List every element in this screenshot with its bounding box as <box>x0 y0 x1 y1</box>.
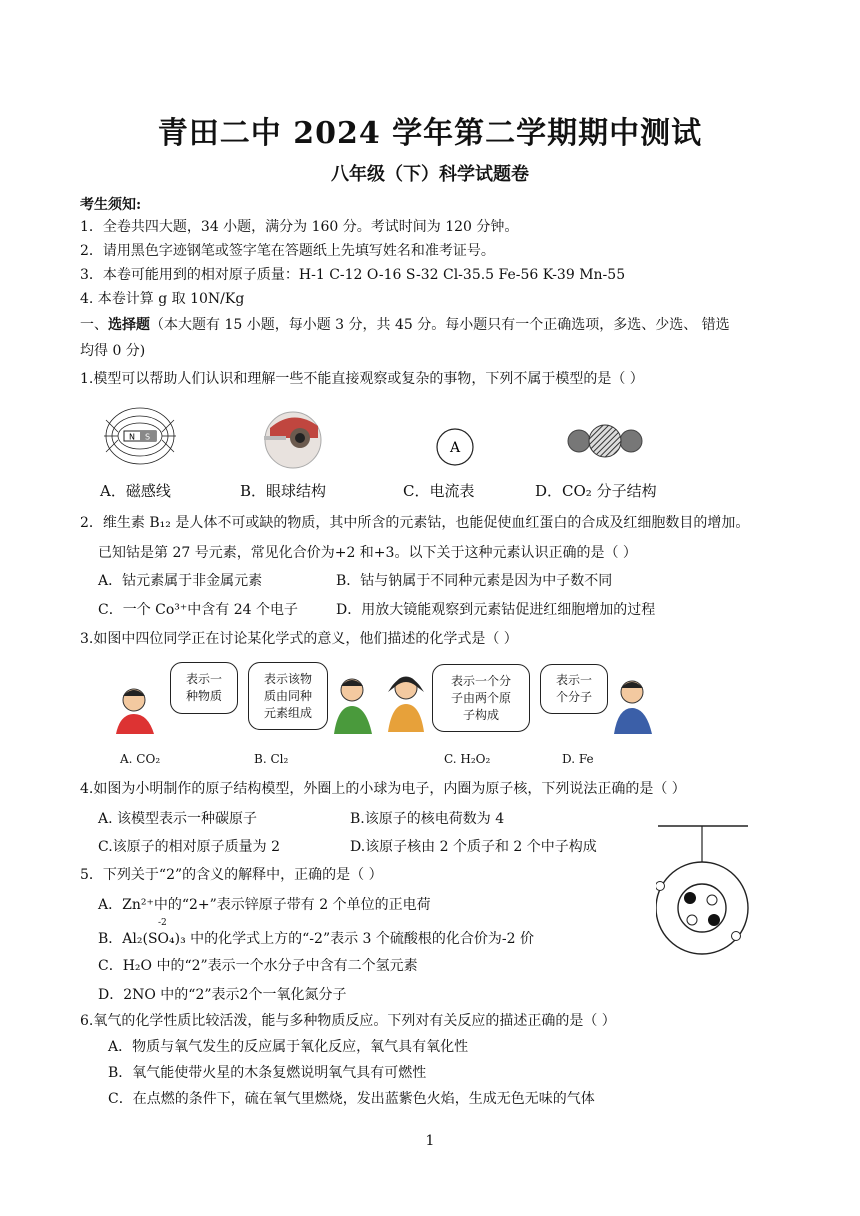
student-3-figure <box>382 672 430 732</box>
q6-stem: 6.氧气的化学性质比较活泼，能与多种物质反应。下列对有关反应的描述正确的是（ ） <box>80 1013 616 1029</box>
q1-option-b: B．眼球结构 <box>240 482 327 500</box>
section-heading <box>80 316 730 334</box>
q1-option-c: C．电流表 <box>403 482 475 500</box>
co2-molecule-figure <box>566 422 644 460</box>
q5-option-b: B．Al₂(SO₄)₃ 中的化学式上方的“-2”表示 3 个硫酸根的化合价为-2 价 <box>98 931 535 947</box>
q3-bubble-1 <box>170 662 238 714</box>
section-desc-line2: 均得 0 分) <box>80 343 146 359</box>
q2-line1: 2．维生素 B₁₂ 是人体不可或缺的物质，其中所含的元素钴，也能促使血红蛋白的合成及红细胞数目的增加。 <box>80 515 750 531</box>
notice-item-1: 1．全卷共四大题，34 小题，满分为 160 分。考试时间为 120 分钟。 <box>80 219 519 235</box>
student-2-figure <box>330 674 376 734</box>
section-name: 选择题 <box>108 317 150 333</box>
q3-bubble-1-text: 表示一 种物质 <box>185 672 222 703</box>
q3-bubble-2-text: 表示该物 质由同种 元素组成 <box>263 671 312 720</box>
q5-option-c: C．H₂O 中的“2”表示一个水分子中含有二个氢元素 <box>98 958 418 974</box>
q1-stem: 1.模型可以帮助人们认识和理解一些不能直接观察或复杂的事物，下列不属于模型的是（ ） <box>80 371 644 387</box>
magnet-n-label: N <box>129 432 135 442</box>
page-number: 1 <box>425 1133 435 1149</box>
q6-option-b: B．氧气能使带火星的木条复燃说明氧气具有可燃性 <box>108 1065 427 1081</box>
q2-option-d: D．用放大镜能观察到元素钴促进红细胞增加的过程 <box>336 602 656 618</box>
ammeter-symbol: A <box>449 440 461 456</box>
q2-option-a: A．钴元素属于非金属元素 <box>98 573 263 589</box>
atom-model-figure <box>656 822 750 958</box>
q4-option-b: B.该原子的核电荷数为 4 <box>350 811 505 827</box>
q3-option-a: A. CO₂ <box>120 752 161 766</box>
page-title: 青田二中 2024 学年第二学期期中测试 <box>157 116 703 151</box>
notice-heading: 考生须知: <box>80 197 142 213</box>
q3-bubble-3 <box>432 664 530 732</box>
eyeball-model-figure <box>260 406 326 470</box>
q5-overscript: -2 <box>158 918 167 928</box>
q2-option-c: C．一个 Co³⁺中含有 24 个电子 <box>98 602 299 618</box>
q4-option-c: C.该原子的相对原子质量为 2 <box>98 839 281 855</box>
notice-item-3: 3．本卷可能用到的相对原子质量：H-1 C-12 O-16 S-32 Cl-35.5 Fe-56 K-39 Mn-55 <box>80 267 626 283</box>
student-4-figure <box>610 676 656 734</box>
q4-option-a: A. 该模型表示一种碳原子 <box>98 811 258 827</box>
page-subtitle: 八年级（下）科学试题卷 <box>331 164 529 185</box>
q3-bubble-3-text: 表示一个分 子由两个原 子构成 <box>450 673 511 722</box>
magnet-s-label: S <box>145 432 151 442</box>
q3-option-c: C. H₂O₂ <box>444 752 491 766</box>
q3-bubble-2 <box>248 662 328 730</box>
ammeter-figure <box>434 426 476 468</box>
q6-option-a: A．物质与氧气发生的反应属于氧化反应，氧气具有氧化性 <box>108 1039 469 1055</box>
q5-option-d: D．2NO 中的“2”表示2个一氧化氮分子 <box>98 987 347 1003</box>
q5-stem: 5．下列关于“2”的含义的解释中，正确的是（ ） <box>80 867 383 883</box>
student-1-figure <box>108 684 164 734</box>
q3-bubble-4-text: 表示一 个分子 <box>555 673 592 704</box>
q4-option-d: D.该原子核由 2 个质子和 2 个中子构成 <box>350 839 597 855</box>
q3-option-d: D. Fe <box>562 752 594 766</box>
notice-item-4: 4. 本卷计算 g 取 10N/Kg <box>80 291 245 307</box>
q2-option-b: B．钴与钠属于不同种元素是因为中子数不同 <box>336 573 613 589</box>
q2-line2: 已知钴是第 27 号元素，常见化合价为+2 和+3。以下关于这种元素认识正确的是（ ） <box>98 545 637 561</box>
q6-option-c: C．在点燃的条件下，硫在氧气里燃烧，发出蓝紫色火焰，生成无色无味的气体 <box>108 1091 595 1107</box>
q3-option-b: B. Cl₂ <box>254 752 289 766</box>
section-prefix: 一、 <box>80 317 108 333</box>
q4-stem: 4.如图为小明制作的原子结构模型，外圈上的小球为电子，内圈为原子核，下列说法正确的是（ ） <box>80 781 686 797</box>
q5-option-a: A．Zn²⁺中的“2+”表示锌原子带有 2 个单位的正电荷 <box>98 897 431 913</box>
q3-bubble-4 <box>540 664 608 714</box>
section-desc: （本大题有 15 小题，每小题 3 分，共 45 分。每小题只有一个正确选项，多选、少选、 错选 <box>150 317 730 333</box>
q1-option-d: D．CO₂ 分子结构 <box>535 482 657 500</box>
q3-stem: 3.如图中四位同学正在讨论某化学式的意义，他们描述的化学式是（ ） <box>80 631 518 647</box>
notice-item-2: 2．请用黑色字迹钢笔或签字笔在答题纸上先填写姓名和准考证号。 <box>80 243 495 259</box>
q1-option-a: A．磁感线 <box>100 482 171 500</box>
magnetic-field-lines-figure <box>100 402 180 470</box>
